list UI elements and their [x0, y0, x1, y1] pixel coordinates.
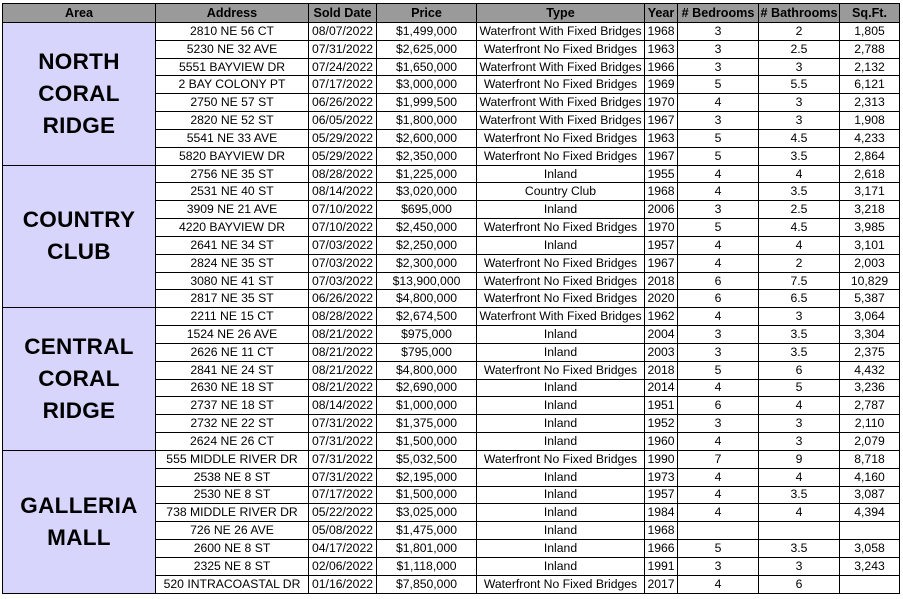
cell-bathrooms: 3.5: [759, 540, 840, 558]
cell-type: Inland: [477, 468, 645, 486]
cell-sold-date: 05/29/2022: [309, 129, 377, 147]
cell-address: 2 BAY COLONY PT: [156, 76, 309, 94]
cell-sqft: 3,304: [840, 326, 900, 344]
header-sqft: Sq.Ft.: [840, 4, 900, 23]
cell-price: $975,000: [377, 326, 477, 344]
cell-sold-date: 08/28/2022: [309, 165, 377, 183]
cell-address: 5551 BAYVIEW DR: [156, 58, 309, 76]
cell-price: $795,000: [377, 343, 477, 361]
cell-price: $2,250,000: [377, 236, 477, 254]
cell-year: 2003: [645, 343, 678, 361]
cell-address: 2600 NE 8 ST: [156, 540, 309, 558]
cell-type: Inland: [477, 415, 645, 433]
cell-sold-date: 07/31/2022: [309, 40, 377, 58]
cell-type: Waterfront No Fixed Bridges: [477, 40, 645, 58]
cell-address: 2325 NE 8 ST: [156, 557, 309, 575]
cell-address: 4220 BAYVIEW DR: [156, 219, 309, 237]
cell-type: Inland: [477, 540, 645, 558]
cell-year: 1990: [645, 450, 678, 468]
cell-type: Waterfront With Fixed Bridges: [477, 308, 645, 326]
cell-sold-date: 07/31/2022: [309, 468, 377, 486]
cell-bathrooms: 9: [759, 450, 840, 468]
cell-bathrooms: 6: [759, 575, 840, 593]
cell-sqft: 2,003: [840, 254, 900, 272]
cell-price: $1,475,000: [377, 522, 477, 540]
cell-bedrooms: 4: [678, 94, 759, 112]
cell-bathrooms: 4: [759, 165, 840, 183]
cell-price: $5,032,500: [377, 450, 477, 468]
cell-sqft: 2,313: [840, 94, 900, 112]
cell-bedrooms: 4: [678, 254, 759, 272]
cell-type: Waterfront No Fixed Bridges: [477, 361, 645, 379]
cell-bathrooms: 3: [759, 58, 840, 76]
cell-type: Waterfront No Fixed Bridges: [477, 147, 645, 165]
cell-type: Inland: [477, 343, 645, 361]
cell-sqft: 5,387: [840, 290, 900, 308]
cell-sqft: 2,787: [840, 397, 900, 415]
cell-bathrooms: 3: [759, 433, 840, 451]
cell-bathrooms: 3: [759, 112, 840, 130]
table-row: [3, 23, 900, 41]
area-name-cell: [3, 450, 156, 593]
cell-type: Inland: [477, 236, 645, 254]
cell-address: 2820 NE 52 ST: [156, 112, 309, 130]
area-name-cell: [3, 23, 156, 166]
header-bathrooms: # Bathrooms: [759, 4, 840, 23]
cell-type: Inland: [477, 165, 645, 183]
cell-sold-date: 05/22/2022: [309, 504, 377, 522]
cell-bedrooms: 6: [678, 272, 759, 290]
cell-year: 1952: [645, 415, 678, 433]
header-sold-date: Sold Date: [309, 4, 377, 23]
cell-price: $1,650,000: [377, 58, 477, 76]
cell-bedrooms: 3: [678, 201, 759, 219]
area-name-line: CORAL RIDGE: [38, 80, 120, 138]
cell-year: 1955: [645, 165, 678, 183]
cell-year: 2018: [645, 361, 678, 379]
cell-sold-date: 02/06/2022: [309, 557, 377, 575]
cell-sqft: 1,908: [840, 112, 900, 130]
cell-address: 3909 NE 21 AVE: [156, 201, 309, 219]
cell-bathrooms: 2.5: [759, 201, 840, 219]
cell-bedrooms: 4: [678, 308, 759, 326]
area-name-line: GALLERIA: [20, 492, 138, 518]
header-price: Price: [377, 4, 477, 23]
cell-price: $1,801,000: [377, 540, 477, 558]
cell-bedrooms: 5: [678, 361, 759, 379]
cell-sold-date: 01/16/2022: [309, 575, 377, 593]
cell-bathrooms: 3.5: [759, 326, 840, 344]
cell-bathrooms: 3: [759, 308, 840, 326]
cell-sold-date: 07/17/2022: [309, 76, 377, 94]
cell-bathrooms: 4: [759, 468, 840, 486]
cell-year: 2014: [645, 379, 678, 397]
cell-year: 1969: [645, 76, 678, 94]
cell-price: $2,600,000: [377, 129, 477, 147]
cell-type: Country Club: [477, 183, 645, 201]
sales-table-container: [2, 3, 900, 594]
cell-bathrooms: 4: [759, 504, 840, 522]
cell-price: $3,020,000: [377, 183, 477, 201]
cell-bathrooms: [759, 522, 840, 540]
cell-year: 1966: [645, 58, 678, 76]
cell-type: Waterfront With Fixed Bridges: [477, 94, 645, 112]
cell-bedrooms: 4: [678, 504, 759, 522]
cell-address: 2211 NE 15 CT: [156, 308, 309, 326]
cell-type: Waterfront No Fixed Bridges: [477, 272, 645, 290]
cell-bedrooms: 3: [678, 343, 759, 361]
cell-bathrooms: 3.5: [759, 147, 840, 165]
cell-year: 1962: [645, 308, 678, 326]
cell-year: 2006: [645, 201, 678, 219]
cell-year: 1966: [645, 540, 678, 558]
cell-address: 2817 NE 35 ST: [156, 290, 309, 308]
cell-sqft: 3,218: [840, 201, 900, 219]
cell-year: 1957: [645, 486, 678, 504]
cell-year: 1963: [645, 129, 678, 147]
cell-bedrooms: 4: [678, 433, 759, 451]
cell-address: 5541 NE 33 AVE: [156, 129, 309, 147]
cell-sqft: 3,064: [840, 308, 900, 326]
cell-sqft: 2,079: [840, 433, 900, 451]
cell-sqft: 4,432: [840, 361, 900, 379]
cell-address: 2810 NE 56 CT: [156, 23, 309, 41]
cell-year: 1968: [645, 183, 678, 201]
cell-sold-date: 08/14/2022: [309, 183, 377, 201]
cell-sqft: 2,110: [840, 415, 900, 433]
cell-sqft: 2,864: [840, 147, 900, 165]
cell-price: $3,000,000: [377, 76, 477, 94]
cell-price: $4,800,000: [377, 361, 477, 379]
cell-type: Inland: [477, 433, 645, 451]
cell-bathrooms: 4.5: [759, 129, 840, 147]
cell-bedrooms: 4: [678, 468, 759, 486]
cell-price: $1,500,000: [377, 486, 477, 504]
area-name-cell: [3, 308, 156, 451]
cell-type: Inland: [477, 486, 645, 504]
cell-bedrooms: 3: [678, 58, 759, 76]
cell-sqft: 10,829: [840, 272, 900, 290]
table-body: [3, 23, 900, 594]
cell-year: 2017: [645, 575, 678, 593]
cell-sold-date: 08/21/2022: [309, 361, 377, 379]
cell-address: 520 INTRACOASTAL DR: [156, 575, 309, 593]
cell-price: $13,900,000: [377, 272, 477, 290]
cell-year: 1973: [645, 468, 678, 486]
cell-address: 5820 BAYVIEW DR: [156, 147, 309, 165]
area-name-cell: [3, 165, 156, 308]
cell-bedrooms: 4: [678, 183, 759, 201]
cell-bedrooms: 3: [678, 415, 759, 433]
header-address: Address: [156, 4, 309, 23]
area-name-line: CORAL RIDGE: [38, 366, 120, 424]
cell-sqft: 3,171: [840, 183, 900, 201]
cell-address: 738 MIDDLE RIVER DR: [156, 504, 309, 522]
table-row: [3, 165, 900, 183]
cell-bathrooms: 3: [759, 94, 840, 112]
cell-address: 2630 NE 18 ST: [156, 379, 309, 397]
cell-type: Waterfront With Fixed Bridges: [477, 58, 645, 76]
cell-bedrooms: 3: [678, 23, 759, 41]
cell-sold-date: 07/31/2022: [309, 415, 377, 433]
cell-bedrooms: 4: [678, 575, 759, 593]
cell-address: 2538 NE 8 ST: [156, 468, 309, 486]
cell-sold-date: 08/21/2022: [309, 326, 377, 344]
cell-type: Inland: [477, 504, 645, 522]
cell-type: Inland: [477, 397, 645, 415]
cell-type: Waterfront No Fixed Bridges: [477, 254, 645, 272]
cell-bathrooms: 3.5: [759, 343, 840, 361]
area-name-line: COUNTRY: [22, 207, 136, 233]
cell-bedrooms: 3: [678, 326, 759, 344]
cell-sold-date: 08/28/2022: [309, 308, 377, 326]
cell-bathrooms: 3: [759, 557, 840, 575]
cell-year: 1968: [645, 23, 678, 41]
cell-price: $2,690,000: [377, 379, 477, 397]
cell-sqft: 3,101: [840, 236, 900, 254]
cell-sold-date: 07/03/2022: [309, 236, 377, 254]
area-name-line: CLUB: [47, 239, 111, 265]
cell-bathrooms: 6.5: [759, 290, 840, 308]
cell-bathrooms: 5: [759, 379, 840, 397]
cell-year: 1970: [645, 219, 678, 237]
cell-sqft: [840, 575, 900, 593]
cell-bedrooms: [678, 522, 759, 540]
cell-address: 726 NE 26 AVE: [156, 522, 309, 540]
cell-price: $1,375,000: [377, 415, 477, 433]
cell-sqft: 2,132: [840, 58, 900, 76]
cell-bathrooms: 6: [759, 361, 840, 379]
cell-bedrooms: 5: [678, 76, 759, 94]
cell-bedrooms: 4: [678, 486, 759, 504]
cell-sold-date: 07/03/2022: [309, 254, 377, 272]
cell-sqft: 3,087: [840, 486, 900, 504]
cell-sold-date: 05/08/2022: [309, 522, 377, 540]
cell-address: 1524 NE 26 AVE: [156, 326, 309, 344]
cell-price: $2,450,000: [377, 219, 477, 237]
cell-type: Waterfront No Fixed Bridges: [477, 76, 645, 94]
cell-price: $2,625,000: [377, 40, 477, 58]
cell-bathrooms: 4: [759, 397, 840, 415]
cell-sqft: 2,375: [840, 343, 900, 361]
cell-bedrooms: 6: [678, 397, 759, 415]
cell-type: Inland: [477, 379, 645, 397]
cell-bathrooms: 7.5: [759, 272, 840, 290]
table-row: [3, 450, 900, 468]
cell-address: 555 MIDDLE RIVER DR: [156, 450, 309, 468]
cell-sold-date: 07/17/2022: [309, 486, 377, 504]
cell-type: Inland: [477, 201, 645, 219]
cell-sqft: 2,618: [840, 165, 900, 183]
cell-price: $1,225,000: [377, 165, 477, 183]
cell-bathrooms: 3.5: [759, 486, 840, 504]
cell-type: Waterfront No Fixed Bridges: [477, 129, 645, 147]
cell-bedrooms: 4: [678, 165, 759, 183]
cell-sold-date: 07/31/2022: [309, 433, 377, 451]
cell-sold-date: 07/31/2022: [309, 450, 377, 468]
table-row: [3, 308, 900, 326]
cell-type: Waterfront With Fixed Bridges: [477, 23, 645, 41]
cell-address: 2530 NE 8 ST: [156, 486, 309, 504]
cell-bathrooms: 4.5: [759, 219, 840, 237]
cell-address: 2732 NE 22 ST: [156, 415, 309, 433]
header-type: Type: [477, 4, 645, 23]
cell-type: Inland: [477, 557, 645, 575]
cell-year: 1970: [645, 94, 678, 112]
cell-year: 1951: [645, 397, 678, 415]
area-name-line: MALL: [47, 524, 111, 550]
header-bedrooms: # Bedrooms: [678, 4, 759, 23]
cell-address: 2641 NE 34 ST: [156, 236, 309, 254]
cell-price: $2,300,000: [377, 254, 477, 272]
cell-sqft: 1,805: [840, 23, 900, 41]
cell-address: 2624 NE 26 CT: [156, 433, 309, 451]
cell-bedrooms: 5: [678, 219, 759, 237]
area-name-line: NORTH: [38, 48, 120, 74]
cell-sqft: 4,160: [840, 468, 900, 486]
cell-year: 1967: [645, 112, 678, 130]
cell-sold-date: 07/03/2022: [309, 272, 377, 290]
cell-bedrooms: 5: [678, 540, 759, 558]
cell-price: $1,500,000: [377, 433, 477, 451]
cell-price: $2,674,500: [377, 308, 477, 326]
cell-price: $1,800,000: [377, 112, 477, 130]
cell-bedrooms: 5: [678, 129, 759, 147]
cell-sold-date: 06/26/2022: [309, 290, 377, 308]
cell-year: 2018: [645, 272, 678, 290]
cell-year: 2020: [645, 290, 678, 308]
cell-price: $1,999,500: [377, 94, 477, 112]
cell-sold-date: 04/17/2022: [309, 540, 377, 558]
cell-sold-date: 08/07/2022: [309, 23, 377, 41]
cell-price: $1,499,000: [377, 23, 477, 41]
cell-bathrooms: 5.5: [759, 76, 840, 94]
cell-sqft: 8,718: [840, 450, 900, 468]
cell-sold-date: 07/10/2022: [309, 201, 377, 219]
cell-bedrooms: 5: [678, 147, 759, 165]
cell-address: 3080 NE 41 ST: [156, 272, 309, 290]
cell-price: $1,118,000: [377, 557, 477, 575]
cell-sold-date: 08/21/2022: [309, 343, 377, 361]
cell-bedrooms: 4: [678, 379, 759, 397]
cell-type: Waterfront No Fixed Bridges: [477, 575, 645, 593]
cell-sold-date: 07/10/2022: [309, 219, 377, 237]
cell-price: $2,350,000: [377, 147, 477, 165]
cell-type: Waterfront No Fixed Bridges: [477, 219, 645, 237]
cell-sqft: 3,236: [840, 379, 900, 397]
cell-sold-date: 08/21/2022: [309, 379, 377, 397]
cell-bedrooms: 3: [678, 112, 759, 130]
cell-address: 2756 NE 35 ST: [156, 165, 309, 183]
cell-bedrooms: 7: [678, 450, 759, 468]
cell-sold-date: 08/14/2022: [309, 397, 377, 415]
cell-address: 2841 NE 24 ST: [156, 361, 309, 379]
cell-type: Waterfront With Fixed Bridges: [477, 112, 645, 130]
cell-sqft: 3,058: [840, 540, 900, 558]
cell-bedrooms: 3: [678, 40, 759, 58]
cell-sqft: 4,394: [840, 504, 900, 522]
sales-table: [2, 3, 900, 594]
cell-sold-date: 05/29/2022: [309, 147, 377, 165]
cell-bathrooms: 3.5: [759, 183, 840, 201]
cell-sqft: 3,985: [840, 219, 900, 237]
cell-address: 2750 NE 57 ST: [156, 94, 309, 112]
cell-bathrooms: 2: [759, 254, 840, 272]
cell-price: $2,195,000: [377, 468, 477, 486]
cell-address: 2737 NE 18 ST: [156, 397, 309, 415]
cell-price: $1,000,000: [377, 397, 477, 415]
cell-price: $4,800,000: [377, 290, 477, 308]
cell-year: 1967: [645, 254, 678, 272]
cell-bedrooms: 4: [678, 236, 759, 254]
cell-year: 1991: [645, 557, 678, 575]
header-year: Year: [645, 4, 678, 23]
cell-sold-date: 07/24/2022: [309, 58, 377, 76]
cell-sqft: 3,243: [840, 557, 900, 575]
cell-price: $3,025,000: [377, 504, 477, 522]
cell-sqft: 4,233: [840, 129, 900, 147]
cell-type: Waterfront No Fixed Bridges: [477, 450, 645, 468]
cell-sqft: 2,788: [840, 40, 900, 58]
cell-year: 2004: [645, 326, 678, 344]
cell-address: 5230 NE 32 AVE: [156, 40, 309, 58]
cell-year: 1963: [645, 40, 678, 58]
cell-bathrooms: 3: [759, 415, 840, 433]
cell-bathrooms: 2: [759, 23, 840, 41]
header-row: [3, 4, 900, 23]
cell-year: 1968: [645, 522, 678, 540]
cell-year: 1967: [645, 147, 678, 165]
cell-sold-date: 06/26/2022: [309, 94, 377, 112]
cell-year: 1957: [645, 236, 678, 254]
cell-bedrooms: 3: [678, 557, 759, 575]
cell-bathrooms: 4: [759, 236, 840, 254]
cell-sqft: [840, 522, 900, 540]
cell-address: 2626 NE 11 CT: [156, 343, 309, 361]
cell-price: $7,850,000: [377, 575, 477, 593]
cell-sold-date: 06/05/2022: [309, 112, 377, 130]
cell-year: 1960: [645, 433, 678, 451]
cell-sqft: 6,121: [840, 76, 900, 94]
header-area: Area: [3, 4, 156, 23]
cell-address: 2531 NE 40 ST: [156, 183, 309, 201]
cell-type: Waterfront No Fixed Bridges: [477, 290, 645, 308]
cell-type: Inland: [477, 326, 645, 344]
cell-bathrooms: 2.5: [759, 40, 840, 58]
cell-bedrooms: 6: [678, 290, 759, 308]
area-name-line: CENTRAL: [24, 334, 134, 360]
cell-year: 1984: [645, 504, 678, 522]
cell-price: $695,000: [377, 201, 477, 219]
cell-address: 2824 NE 35 ST: [156, 254, 309, 272]
cell-type: Inland: [477, 522, 645, 540]
